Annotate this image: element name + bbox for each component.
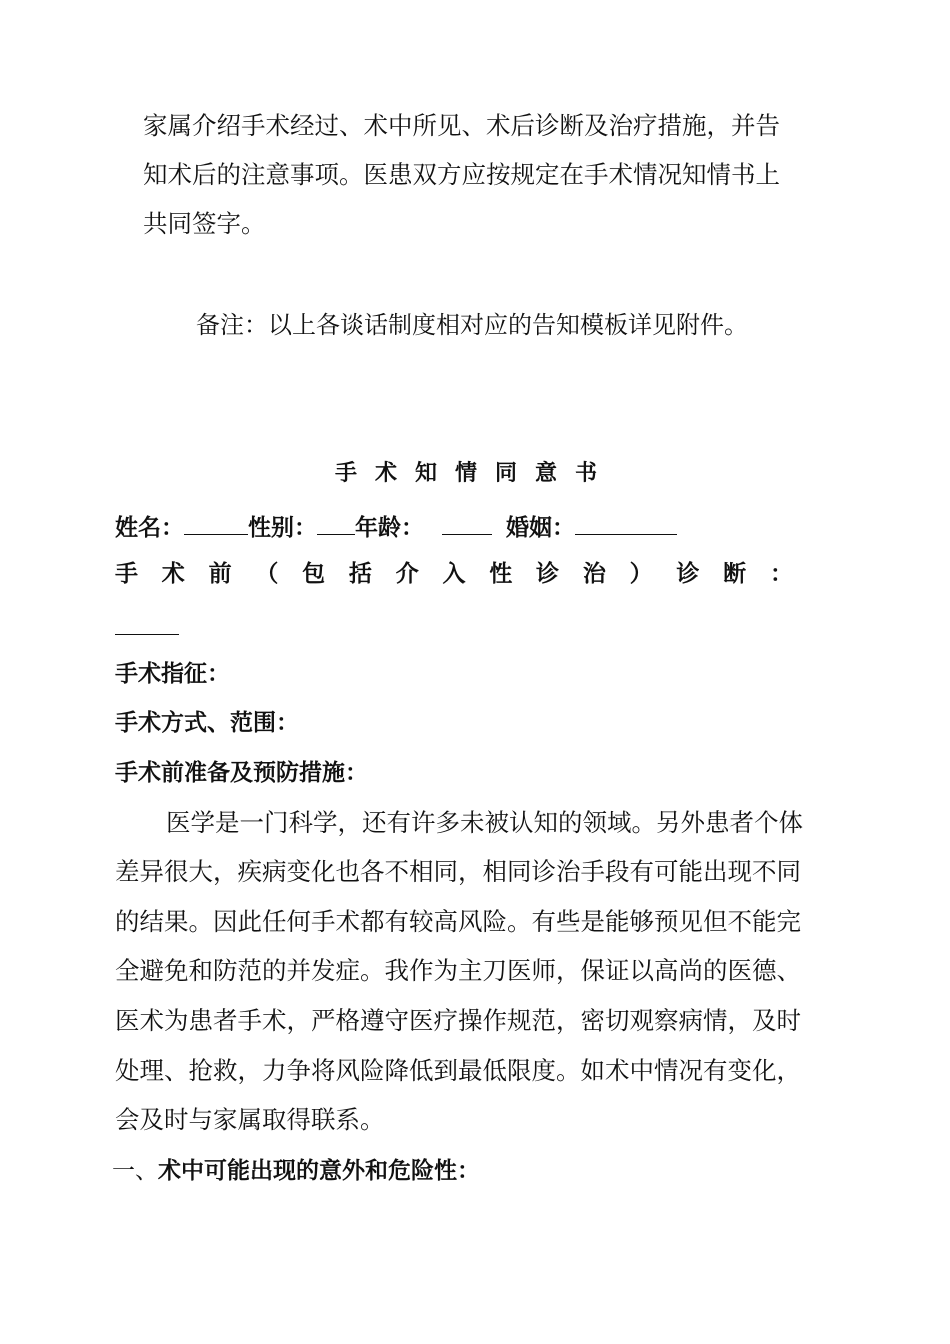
preop-char: 诊 [536, 561, 560, 587]
gender-label: 性别： [248, 515, 317, 541]
section-one-prefix: 一、 [112, 1158, 158, 1184]
personal-info-row [115, 508, 677, 544]
gender-blank[interactable] [317, 508, 355, 535]
preop-char: （ [255, 561, 279, 587]
preop-char: 手 [115, 561, 138, 587]
form-title: 手术知情同意书 [334, 461, 615, 486]
body-paragraph-line-3: 的结果。因此任何手术都有较高风险。有些是能够预见但不能完 [115, 907, 801, 936]
top-paragraph-line-2: 知术后的注意事项。医患双方应按规定在手术情况知情书上 [143, 160, 780, 189]
age-blank[interactable] [442, 508, 492, 535]
preop-char: ： [769, 561, 793, 587]
body-paragraph-line-4: 全避免和防范的并发症。我作为主刀医师，保证以高尚的医德、 [115, 956, 801, 985]
method-label: 手术方式、范围： [115, 710, 299, 736]
marriage-blank[interactable] [575, 508, 677, 535]
preop-char: 性 [489, 561, 513, 587]
body-paragraph-line-6: 处理、抢救，力争将风险降低到最低限度。如术中情况有变化， [115, 1056, 801, 1085]
preop-char: 前 [208, 561, 232, 587]
body-paragraph-line-1: 医学是一门科学，还有许多未被认知的领域。另外患者个体 [166, 808, 803, 837]
preop-diagnosis-label [115, 558, 793, 590]
preop-char: 断 [723, 561, 747, 587]
age-label: 年龄： [355, 515, 424, 541]
diagnosis-blank[interactable] [115, 634, 179, 635]
preop-char: ） [629, 561, 653, 587]
preop-char: 包 [302, 561, 326, 587]
preop-char: 入 [442, 561, 466, 587]
preop-char: 介 [395, 561, 419, 587]
note-text: 备注：以上各谈话制度相对应的告知模板详见附件。 [196, 311, 748, 339]
preop-char: 术 [161, 561, 185, 587]
section-one-label: 术中可能出现的意外和危险性： [158, 1158, 480, 1184]
name-label: 姓名： [115, 515, 184, 541]
indication-label: 手术指征： [115, 661, 230, 687]
top-paragraph-line-1: 家属介绍手术经过、术中所见、术后诊断及治疗措施，并告 [143, 111, 780, 140]
body-paragraph-line-5: 医术为患者手术，严格遵守医疗操作规范，密切观察病情，及时 [115, 1006, 801, 1035]
body-paragraph-line-2: 差异很大，疾病变化也各不相同，相同诊治手段有可能出现不同 [115, 857, 801, 886]
body-paragraph-line-7: 会及时与家属取得联系。 [115, 1105, 385, 1134]
preop-char: 括 [348, 561, 372, 587]
preop-char: 治 [582, 561, 606, 587]
top-paragraph-line-3: 共同签字。 [143, 209, 266, 238]
marriage-label: 婚姻： [506, 515, 575, 541]
section-one-heading [112, 1155, 480, 1187]
preop-char: 诊 [676, 561, 700, 587]
preparation-label: 手术前准备及预防措施： [115, 760, 368, 786]
name-blank[interactable] [184, 508, 248, 535]
